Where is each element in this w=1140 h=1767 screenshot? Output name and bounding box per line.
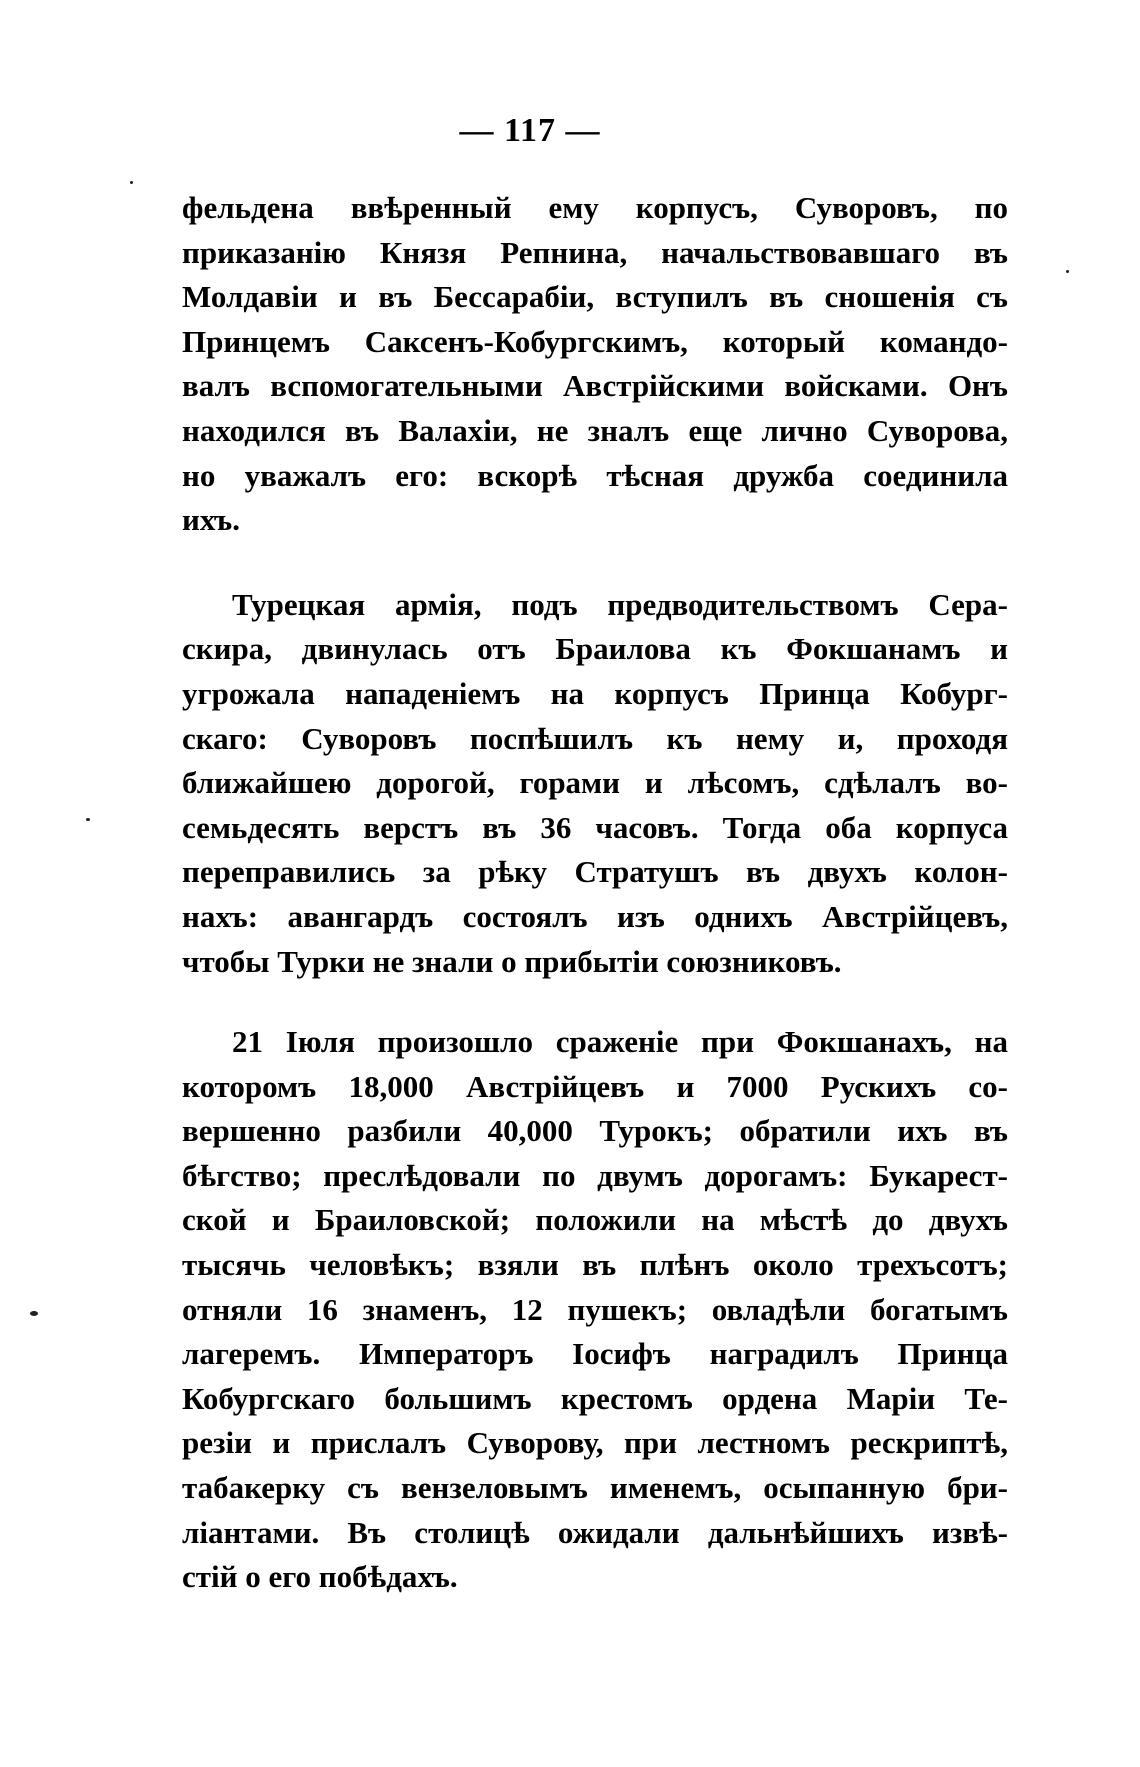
text-line: отняли 16 знаменъ, 12 пушекъ; овладѣли богатымъ — [182, 1291, 1008, 1327]
text-line: Молдавіи и въ Бессарабіи, вступилъ въ сношенія съ — [182, 279, 1008, 315]
text-line: резіи и прислалъ Суворову, при лестномъ рескриптѣ, — [182, 1425, 1008, 1461]
text-line: чтобы Турки не знали о прибытіи союзниковъ. — [182, 943, 842, 979]
paragraph-gap — [182, 984, 1008, 1020]
paragraph-2 — [182, 583, 1008, 984]
paragraph-1 — [182, 186, 1008, 543]
text-line: скаго: Суворовъ поспѣшилъ къ нему и, проходя — [182, 720, 1008, 756]
text-line: ской и Браиловской; положили на мѣстѣ до двухъ — [182, 1202, 1008, 1238]
print-speck — [1066, 270, 1069, 273]
text-line: табакерку съ вензеловымъ именемъ, осыпанную бри- — [182, 1470, 1008, 1506]
text-line: нахъ: авангардъ состоялъ изъ однихъ Австрійцевъ, — [182, 898, 1008, 934]
text-line: ближайшею дорогой, горами и лѣсомъ, сдѣлалъ во- — [182, 765, 1008, 801]
text-line: фельдена ввѣренный ему корпусъ, Суворовъ, по — [182, 190, 1008, 225]
text-line: Кобургскаго большимъ крестомъ ордена Маріи Те- — [182, 1380, 1008, 1416]
text-line: бѣгство; преслѣдовали по двумъ дорогамъ: Букарест- — [182, 1157, 1008, 1193]
text-line: вершенно разбили 40,000 Турокъ; обратили ихъ въ — [182, 1113, 1008, 1149]
text-line: 21 Іюля произошло сраженіе при Фокшанахъ, на — [232, 1024, 1008, 1060]
text-line: приказанію Князя Репнина, начальствовавшаго въ — [182, 234, 1008, 270]
print-speck — [130, 181, 133, 184]
text-line: угрожала нападеніемъ на корпусъ Принца Кобург- — [182, 675, 1008, 711]
text-line: Принцемъ Саксенъ-Кобургскимъ, который командо- — [182, 323, 1008, 359]
print-speck — [30, 1311, 38, 1316]
text-line: которомъ 18,000 Австрійцевъ и 7000 Рускихъ со- — [182, 1068, 1008, 1104]
text-line: Турецкая армія, подъ предводительствомъ Сера- — [232, 586, 1008, 622]
paragraph-gap — [182, 543, 1008, 583]
text-line: лагеремъ. Императоръ Іосифъ наградилъ Принца — [182, 1336, 1008, 1372]
text-line: ліантами. Въ столицѣ ожидали дальнѣйшихъ извѣ- — [182, 1514, 1008, 1550]
text-line: семьдесять верстъ въ 36 часовъ. Тогда оба корпуса — [182, 809, 1008, 845]
body-text — [182, 186, 1008, 1600]
print-speck — [86, 818, 90, 821]
page-number: — 117 — — [459, 112, 601, 149]
text-line: скира, двинулась отъ Браилова къ Фокшанамъ и — [182, 631, 1008, 667]
text-line: переправились за рѣку Стратушъ въ двухъ колон- — [182, 854, 1008, 890]
text-line: находился въ Валахіи, не зналъ еще лично Суворова, — [182, 412, 1008, 448]
text-line: валъ вспомогательными Австрійскими войсками. Онъ — [182, 368, 1008, 404]
text-line: стій о его побѣдахъ. — [182, 1559, 458, 1595]
text-line: ихъ. — [182, 502, 241, 538]
paragraph-3 — [182, 1020, 1008, 1600]
text-line: тысячь человѣкъ; взяли въ плѣнъ около трехъсотъ; — [182, 1247, 1008, 1283]
text-line: но уважалъ его: вскорѣ тѣсная дружба соединила — [182, 457, 1008, 493]
